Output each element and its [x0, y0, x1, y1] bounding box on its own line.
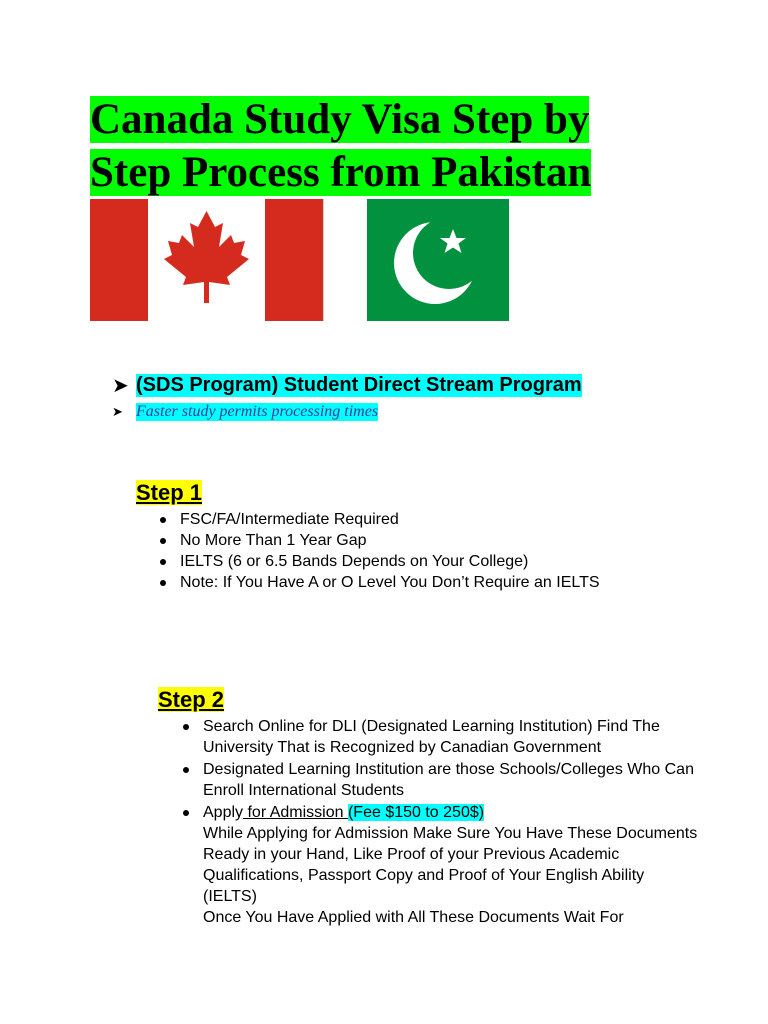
sds-subtitle-text: Faster study permits processing times — [136, 403, 379, 420]
title-line-1: Canada Study Visa Step by — [90, 96, 590, 143]
pakistan-flag-icon — [323, 199, 509, 321]
list-item: FSC/FA/Intermediate Required — [158, 509, 718, 530]
for-word: for — [243, 804, 267, 821]
list-item: Designated Learning Institution are those Schools/Colleges Who Can Enroll International Students — [181, 759, 701, 801]
admission-docs-text: While Applying for Admission Make Sure You Have These Documents Ready in your Hand, Like Proof of your Previous Academic Qualifications, Passport Copy and Proof of Your English Ability (IELTS) — [203, 825, 698, 905]
list-item: Search Online for DLI (Designated Learning Institution) Find The University That is Recognized by Canadian Government — [181, 716, 701, 758]
arrow-bullet-icon: ➤ — [112, 373, 129, 397]
title-line-2: Step Process from Pakistan — [90, 149, 592, 196]
list-item: No More Than 1 Year Gap — [158, 530, 718, 551]
list-item: IELTS (6 or 6.5 Bands Depends on Your College) — [158, 551, 718, 572]
list-item: Note: If You Have A or O Level You Don’t Require an IELTS — [158, 572, 718, 593]
list-item-apply-admission — [181, 802, 701, 928]
canada-flag-icon — [90, 199, 323, 321]
admission-word: Admission — [266, 804, 348, 821]
apply-word: Apply — [203, 804, 244, 821]
arrow-bullet-icon: ➤ — [112, 404, 123, 420]
sds-subtitle-item — [112, 403, 378, 421]
flags-banner — [90, 199, 509, 321]
step-2-list — [181, 716, 701, 929]
fee-note: (Fee $150 to 250$) — [347, 804, 485, 821]
page-title — [90, 93, 618, 199]
sds-program-item — [112, 373, 582, 397]
step-2-heading: Step 2 — [158, 687, 225, 712]
wait-text: Once You Have Applied with All These Documents Wait For — [203, 909, 624, 926]
step-1-heading: Step 1 — [136, 480, 203, 505]
step-1-list — [158, 509, 718, 593]
sds-program-label: (SDS Program) Student Direct Stream Program — [136, 373, 582, 396]
